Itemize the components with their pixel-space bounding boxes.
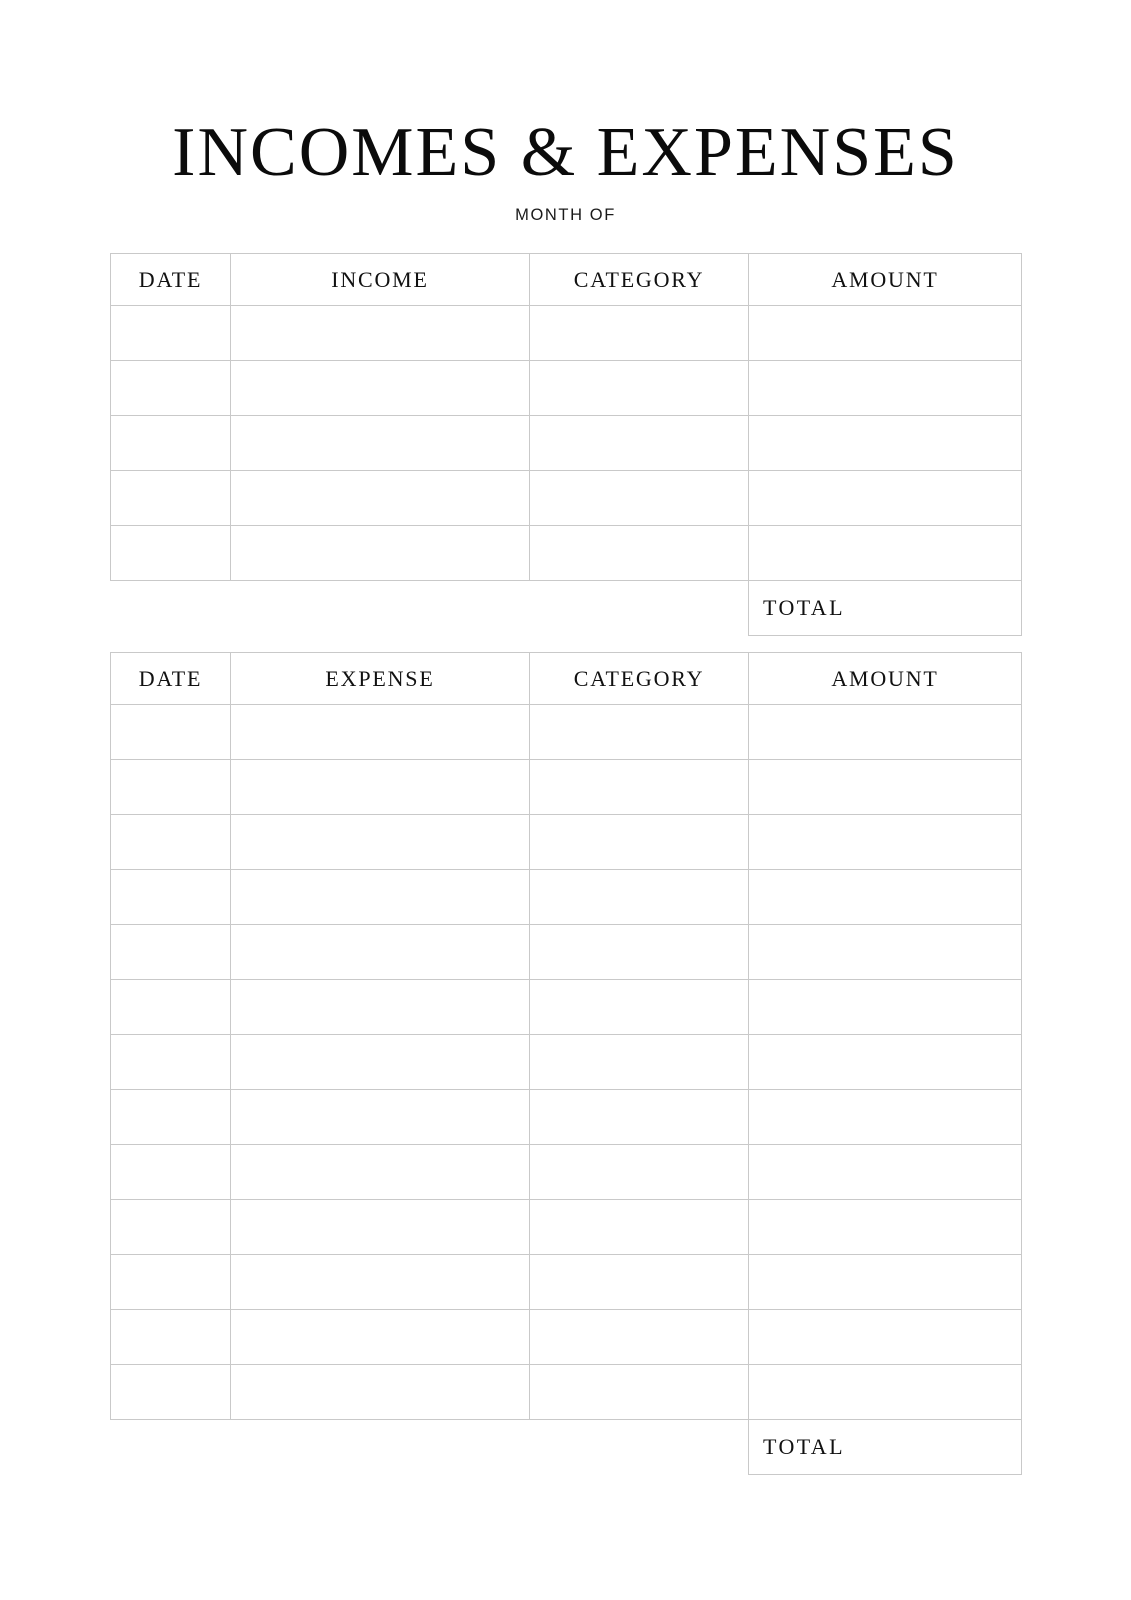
expense-cell-description[interactable] [231, 1200, 530, 1255]
expense-cell-category[interactable] [530, 1310, 749, 1365]
expense-cell-amount[interactable] [749, 1365, 1022, 1420]
expense-cell-amount[interactable] [749, 815, 1022, 870]
expense-cell-date[interactable] [111, 815, 231, 870]
expense-cell-category[interactable] [530, 1145, 749, 1200]
income-cell-amount[interactable] [749, 416, 1022, 471]
income-cell-category[interactable] [530, 306, 749, 361]
income-cell-description[interactable] [231, 526, 530, 581]
expense-cell-description[interactable] [231, 925, 530, 980]
expense-cell-date[interactable] [111, 1365, 231, 1420]
expense-total-spacer-2 [231, 1420, 530, 1475]
expense-cell-amount[interactable] [749, 1200, 1022, 1255]
expense-cell-amount[interactable] [749, 870, 1022, 925]
income-cell-description[interactable] [231, 471, 530, 526]
expense-header-category: CATEGORY [530, 653, 749, 705]
expense-cell-description[interactable] [231, 1145, 530, 1200]
table-row [111, 870, 1022, 925]
expense-cell-description[interactable] [231, 1035, 530, 1090]
expense-cell-amount[interactable] [749, 980, 1022, 1035]
income-header-category: CATEGORY [530, 254, 749, 306]
expense-table [110, 652, 1022, 1475]
table-row [111, 815, 1022, 870]
expense-cell-date[interactable] [111, 980, 231, 1035]
expense-total-row [111, 1420, 1022, 1475]
income-cell-description[interactable] [231, 361, 530, 416]
expense-cell-amount[interactable] [749, 1145, 1022, 1200]
income-total-row [111, 581, 1022, 636]
expense-section [110, 652, 1021, 1475]
income-cell-category[interactable] [530, 361, 749, 416]
expense-cell-date[interactable] [111, 1200, 231, 1255]
income-cell-description[interactable] [231, 416, 530, 471]
expense-cell-date[interactable] [111, 1145, 231, 1200]
expense-cell-category[interactable] [530, 1365, 749, 1420]
expense-cell-date[interactable] [111, 1090, 231, 1145]
expense-header-date: DATE [111, 653, 231, 705]
expense-cell-description[interactable] [231, 760, 530, 815]
income-cell-category[interactable] [530, 526, 749, 581]
expense-cell-description[interactable] [231, 980, 530, 1035]
expense-header-amount: AMOUNT [749, 653, 1022, 705]
income-cell-amount[interactable] [749, 306, 1022, 361]
table-row [111, 1200, 1022, 1255]
income-cell-category[interactable] [530, 416, 749, 471]
income-cell-category[interactable] [530, 471, 749, 526]
expense-total-spacer [111, 1420, 231, 1475]
table-row [111, 1310, 1022, 1365]
income-cell-description[interactable] [231, 306, 530, 361]
table-row [111, 760, 1022, 815]
income-header-date: DATE [111, 254, 231, 306]
expense-table-header-row [111, 653, 1022, 705]
expense-cell-category[interactable] [530, 1200, 749, 1255]
expense-cell-amount[interactable] [749, 925, 1022, 980]
table-row [111, 1365, 1022, 1420]
expense-cell-date[interactable] [111, 705, 231, 760]
expense-total-spacer-3 [530, 1420, 749, 1475]
expense-cell-description[interactable] [231, 1090, 530, 1145]
expense-cell-date[interactable] [111, 1255, 231, 1310]
expense-cell-description[interactable] [231, 815, 530, 870]
expense-cell-category[interactable] [530, 925, 749, 980]
expense-cell-category[interactable] [530, 760, 749, 815]
expense-cell-amount[interactable] [749, 705, 1022, 760]
expense-cell-date[interactable] [111, 925, 231, 980]
expense-cell-description[interactable] [231, 870, 530, 925]
expense-cell-date[interactable] [111, 760, 231, 815]
expense-cell-category[interactable] [530, 870, 749, 925]
income-total-spacer-3 [530, 581, 749, 636]
expense-cell-date[interactable] [111, 1310, 231, 1365]
income-section [110, 253, 1021, 636]
expense-header-expense: EXPENSE [231, 653, 530, 705]
income-table-header-row [111, 254, 1022, 306]
income-cell-date[interactable] [111, 471, 231, 526]
income-table [110, 253, 1022, 636]
expense-cell-amount[interactable] [749, 760, 1022, 815]
expense-cell-category[interactable] [530, 1255, 749, 1310]
expense-cell-amount[interactable] [749, 1255, 1022, 1310]
table-row [111, 925, 1022, 980]
expense-cell-description[interactable] [231, 1255, 530, 1310]
income-cell-date[interactable] [111, 416, 231, 471]
income-total-spacer [111, 581, 231, 636]
expense-cell-amount[interactable] [749, 1310, 1022, 1365]
expense-cell-category[interactable] [530, 1035, 749, 1090]
income-cell-amount[interactable] [749, 361, 1022, 416]
table-row [111, 705, 1022, 760]
table-row [111, 416, 1022, 471]
table-row [111, 1035, 1022, 1090]
expense-total-label[interactable]: TOTAL [749, 1420, 1022, 1475]
income-header-income: INCOME [231, 254, 530, 306]
table-row [111, 1255, 1022, 1310]
month-of-label: MONTH OF [515, 206, 616, 224]
expense-cell-category[interactable] [530, 980, 749, 1035]
expense-cell-amount[interactable] [749, 1035, 1022, 1090]
income-cell-amount[interactable] [749, 526, 1022, 581]
income-header-amount: AMOUNT [749, 254, 1022, 306]
page-title: INCOMES & EXPENSES [172, 114, 959, 191]
expense-cell-description[interactable] [231, 705, 530, 760]
table-row [111, 361, 1022, 416]
expense-cell-category[interactable] [530, 815, 749, 870]
expense-cell-date[interactable] [111, 1035, 231, 1090]
income-cell-date[interactable] [111, 306, 231, 361]
income-total-spacer-2 [231, 581, 530, 636]
table-row [111, 1090, 1022, 1145]
expense-cell-category[interactable] [530, 705, 749, 760]
table-row [111, 980, 1022, 1035]
table-row [111, 306, 1022, 361]
table-row [111, 1145, 1022, 1200]
expense-cell-date[interactable] [111, 870, 231, 925]
table-row [111, 471, 1022, 526]
income-cell-date[interactable] [111, 361, 231, 416]
expense-cell-description[interactable] [231, 1365, 530, 1420]
expense-cell-description[interactable] [231, 1310, 530, 1365]
expense-cell-amount[interactable] [749, 1090, 1022, 1145]
expense-cell-category[interactable] [530, 1090, 749, 1145]
table-row [111, 526, 1022, 581]
income-cell-date[interactable] [111, 526, 231, 581]
income-cell-amount[interactable] [749, 471, 1022, 526]
income-total-label[interactable]: TOTAL [749, 581, 1022, 636]
